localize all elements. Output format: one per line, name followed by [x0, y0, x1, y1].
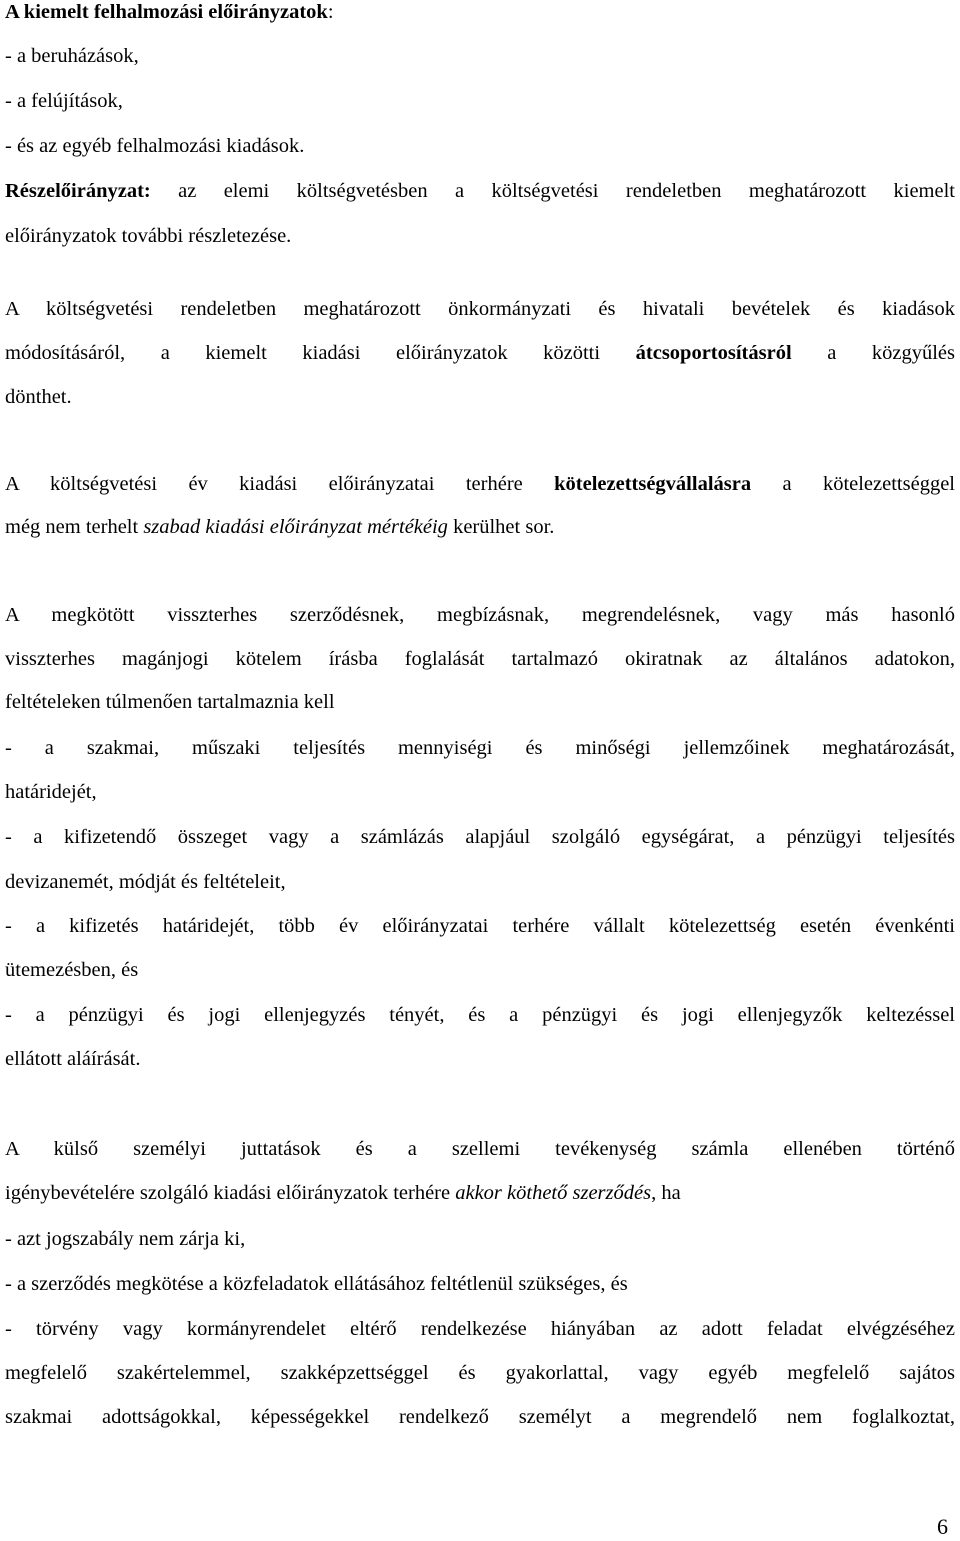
para3-list-item: devizanemét, módját és feltételeit, [5, 871, 286, 893]
para2-line: még nem terhelt szabad kiadási előirányzat mértékéig kerülhet sor. [5, 516, 555, 538]
para3-line: visszterhes magánjogi kötelem írásba foglalását tartalmazó okiratnak az általános adatokon, [5, 648, 955, 670]
section1-item: - a felújítások, [5, 90, 123, 112]
para4-list-item: megfelelő szakértelemmel, szakképzettséggel és gyakorlattal, vagy egyéb megfelelő sajátos [5, 1362, 955, 1384]
para1-line: módosításáról, a kiemelt kiadási előirányzatok közötti átcsoportosításról a közgyűlés [5, 342, 955, 364]
para3-list-item: határidejét, [5, 781, 97, 803]
section1-heading: A kiemelt felhalmozási előirányzatok: [5, 1, 334, 23]
para3-line: feltételeken túlmenően tartalmaznia kell [5, 691, 335, 713]
para3-list-item: - a szakmai, műszaki teljesítés mennyiségi és minőségi jellemzőinek meghatározását, [5, 737, 955, 759]
para3-list-item: ellátott aláírását. [5, 1048, 141, 1070]
para1-line: A költségvetési rendeletben meghatározott önkormányzati és hivatali bevételek és kiadások [5, 298, 955, 320]
para4-line: igénybevételére szolgáló kiadási előirányzatok terhére akkor köthető szerződés, ha [5, 1182, 681, 1204]
page-number: 6 [937, 1514, 948, 1539]
para4-list-item: szakmai adottságokkal, képességekkel rendelkező személyt a megrendelő nem foglalkoztat, [5, 1406, 955, 1428]
para4-line: A külső személyi juttatások és a szellemi tevékenység számla ellenében történő [5, 1138, 955, 1160]
para1-line: dönthet. [5, 386, 72, 408]
section1-item: - a beruházások, [5, 45, 139, 67]
para2-line: A költségvetési év kiadási előirányzatai terhére kötelezettségvállalásra a kötelezettséggel [5, 473, 955, 495]
section2-line: előirányzatok további részletezése. [5, 225, 292, 247]
para3-line: A megkötött visszterhes szerződésnek, megbízásnak, megrendelésnek, vagy más hasonló [5, 604, 955, 626]
para3-list-item: - a pénzügyi és jogi ellenjegyzés tényét, és a pénzügyi és jogi ellenjegyzők keltezéssel [5, 1004, 955, 1026]
section2-line: Részelőirányzat: az elemi költségvetésben a költségvetési rendeletben meghatározott kiemelt [5, 180, 955, 202]
para4-list-item: - a szerződés megkötése a közfeladatok ellátásához feltétlenül szükséges, és [5, 1273, 628, 1295]
para3-list-item: - a kifizetés határidejét, több év előirányzatai terhére vállalt kötelezettség esetén évenkénti [5, 915, 955, 937]
para4-list-item: - törvény vagy kormányrendelet eltérő rendelkezése hiányában az adott feladat elvégzéséhez [5, 1318, 955, 1340]
para3-list-item: - a kifizetendő összeget vagy a számlázás alapjául szolgáló egységárat, a pénzügyi teljesítés [5, 826, 955, 848]
para3-list-item: ütemezésben, és [5, 959, 139, 981]
para4-list-item: - azt jogszabály nem zárja ki, [5, 1228, 246, 1250]
section1-item: - és az egyéb felhalmozási kiadások. [5, 135, 305, 157]
